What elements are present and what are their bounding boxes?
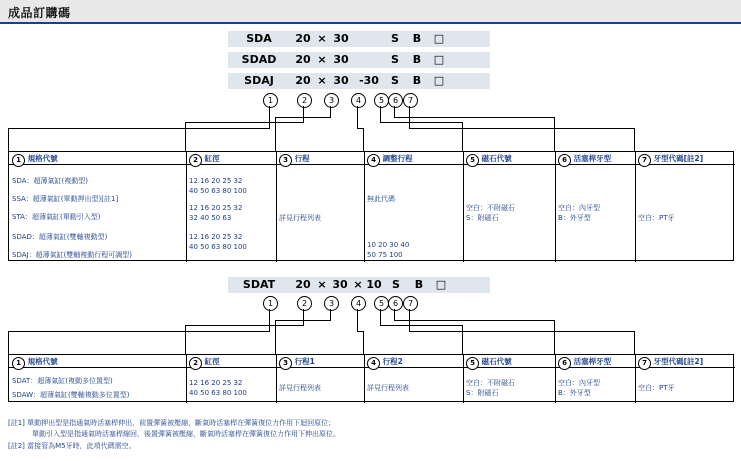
marker-6: 6	[388, 93, 403, 108]
code-threadtype-3: □	[433, 74, 445, 87]
table1-div-5	[555, 152, 556, 262]
connector2-h-7	[409, 331, 634, 332]
col5-line-1: 空白：不附磁石	[466, 204, 515, 212]
col3-num: 3	[279, 154, 292, 167]
code-bore-1: 20	[295, 32, 311, 45]
footnote-1: [註1] 單動押出型是指通氣時活塞桿伸出，前置彈簧被壓縮，斷氣時活塞桿在彈簧復位力作用下迴回原位；	[8, 419, 336, 427]
t2-col5-title: 磁石代號	[481, 357, 512, 366]
drop-1	[8, 128, 9, 151]
col3-line-1: 詳見行程列表	[279, 214, 321, 222]
code2-stroke1: 30	[332, 278, 348, 291]
t2-col4-header	[367, 356, 403, 369]
table2-div-5	[555, 355, 556, 403]
t2-col5-line-1: 空白：不附磁石	[466, 379, 515, 387]
code2-bore: 20	[295, 278, 311, 291]
col4-line-2: 10 20 30 40	[367, 241, 410, 249]
t2-col6-title: 活塞桿牙型	[573, 357, 612, 366]
t2-col2-num: 2	[189, 357, 202, 370]
col6-title: 活塞桿牙型	[573, 154, 612, 163]
code-thread-1: B	[412, 32, 422, 45]
code-stroke-1: 30	[333, 32, 349, 45]
t2-col1-line-2: SDAW：超薄氣缸(雙軸複動多位置型)	[12, 391, 130, 399]
t2-col7-header	[638, 356, 703, 369]
col1-line-5: SDAJ：超薄氣缸(雙軸複動行程可調型)	[12, 251, 133, 259]
page-title: 成品訂購碼	[8, 6, 71, 20]
marker-5: 5	[374, 93, 389, 108]
marker-4: 4	[351, 93, 366, 108]
col5-header	[466, 153, 512, 166]
t2-col6-line-2: B：外牙型	[558, 389, 591, 397]
col1-line-2: SSA：超薄氣缸(單動押出型)[註1]	[12, 195, 119, 203]
connector-h-2	[185, 122, 304, 123]
connector2-v-3	[330, 309, 331, 320]
connector2-h-6	[394, 320, 554, 321]
t2-col1-num: 1	[12, 357, 25, 370]
col4-num: 4	[367, 154, 380, 167]
connector-v-1	[269, 106, 270, 128]
col1-line-3: STA：超薄氣缸(單動引入型)	[12, 213, 101, 221]
t2-col4-title: 行程2	[382, 357, 403, 366]
connector-h-1	[8, 128, 270, 129]
connector2-v-6	[394, 309, 395, 320]
code-stroke-3: 30	[333, 74, 349, 87]
footnote-2: 單動引入型是指通氣時活塞桿縮回，後置彈簧被壓縮，斷氣時活塞桿在彈簧復位力作用下伸出原位。	[32, 430, 340, 438]
marker-1: 1	[263, 93, 278, 108]
t2-col2-line-2: 40 50 63 80 100	[189, 389, 247, 397]
drop-2	[185, 122, 186, 151]
marker2-1: 1	[263, 296, 278, 311]
code-magnet-2: S	[391, 53, 399, 66]
col7-title: 牙型代碼[註2]	[653, 154, 704, 163]
code-threadtype-2: □	[433, 53, 445, 66]
t2-col3-header	[279, 356, 315, 369]
connector2-v-5	[380, 309, 381, 325]
code-threadtype-1: □	[433, 32, 445, 45]
code-x-1: ×	[317, 32, 327, 45]
code-x-2: ×	[317, 53, 327, 66]
connector-h-7	[409, 128, 634, 129]
col5-line-2: S：附磁石	[466, 214, 499, 222]
col6-line-2: B：外牙型	[558, 214, 591, 222]
col3-header	[279, 153, 310, 166]
table1-div-6	[635, 152, 636, 262]
table2-div-1	[186, 355, 187, 403]
code2-threadtype: □	[435, 278, 447, 291]
table2-div-3	[364, 355, 365, 403]
col2-line-3: 12 16 20 25 32	[189, 204, 243, 212]
col2-line-2: 40 50 63 80 100	[189, 187, 247, 195]
col4-header	[367, 153, 413, 166]
table2-div-6	[635, 355, 636, 403]
col2-num: 2	[189, 154, 202, 167]
col7-num: 7	[638, 154, 651, 167]
connector-h-3	[275, 117, 331, 118]
code-magnet-1: S	[391, 32, 399, 45]
table2-div-4	[463, 355, 464, 403]
drop-7	[634, 128, 635, 151]
drop2-5	[462, 325, 463, 354]
drop2-3	[275, 320, 276, 354]
col4-line-3: 50 75 100	[367, 251, 403, 259]
connector-h-6	[394, 117, 554, 118]
order-code-row-3	[228, 73, 490, 89]
connector-v-5	[380, 106, 381, 122]
t2-col6-line-1: 空白：內牙型	[558, 379, 600, 387]
order-code-row-2	[228, 52, 490, 68]
t2-col2-line-1: 12 16 20 25 32	[189, 379, 243, 387]
col5-title: 磁石代號	[481, 154, 512, 163]
t2-col5-num: 5	[466, 357, 479, 370]
connector2-v-2	[303, 309, 304, 325]
drop-5	[462, 122, 463, 151]
drop2-7	[634, 331, 635, 354]
marker2-2: 2	[297, 296, 312, 311]
marker-3: 3	[324, 93, 339, 108]
drop2-1	[8, 331, 9, 354]
code2-thread: B	[414, 278, 424, 291]
col1-line-1: SDA：超薄氣缸(複動型)	[12, 177, 88, 185]
col3-title: 行程	[294, 154, 310, 163]
t2-col7-title: 牙型代碼[註2]	[653, 357, 704, 366]
col4-line-1: 無此代碼	[367, 195, 395, 203]
t2-col1-line-1: SDAT：超薄氣缸(複動多位置型)	[12, 377, 113, 385]
code2-spec: SDAT	[242, 278, 276, 291]
drop-3	[275, 117, 276, 151]
table1-div-1	[186, 152, 187, 262]
col2-line-1: 12 16 20 25 32	[189, 177, 243, 185]
connector-v-4	[357, 106, 358, 128]
connector2-h-2	[185, 325, 304, 326]
code-x-3: ×	[317, 74, 327, 87]
col7-header	[638, 153, 703, 166]
t2-col2-header	[189, 356, 220, 369]
connector2-h-1	[8, 331, 270, 332]
col1-title: 規格代號	[27, 154, 58, 163]
connector2-h-3	[275, 320, 331, 321]
col4-title: 調整行程	[382, 154, 413, 163]
t2-col2-title: 缸徑	[204, 357, 220, 366]
page-header	[0, 0, 741, 24]
code-adjust-3: -30	[359, 74, 379, 87]
code2-stroke2: 10	[366, 278, 382, 291]
code-bore-3: 20	[295, 74, 311, 87]
t2-col1-header	[12, 356, 58, 369]
connector2-v-1	[269, 309, 270, 331]
marker-7: 7	[403, 93, 418, 108]
col2-title: 缸徑	[204, 154, 220, 163]
col2-line-6: 40 50 63 80 100	[189, 243, 247, 251]
table1-div-3	[364, 152, 365, 262]
code-spec-3: SDAJ	[244, 74, 274, 87]
col6-num: 6	[558, 154, 571, 167]
marker2-4: 4	[351, 296, 366, 311]
col1-num: 1	[12, 154, 25, 167]
col6-header	[558, 153, 611, 166]
order-code-row-1	[228, 31, 490, 47]
col7-line-1: 空白：PT牙	[638, 214, 675, 222]
t2-col4-num: 4	[367, 357, 380, 370]
t2-col7-line-1: 空白：PT牙	[638, 384, 675, 392]
code2-magnet: S	[392, 278, 400, 291]
col5-num: 5	[466, 154, 479, 167]
connector-h-5	[380, 122, 462, 123]
marker-2: 2	[297, 93, 312, 108]
col1-line-4: SDAD：超薄氣缸(雙軸複動型)	[12, 233, 108, 241]
t2-col5-line-2: S：附磁石	[466, 389, 499, 397]
footnote-3: [註2] 當接管為M5牙時，此項代碼需空。	[8, 442, 136, 450]
t2-col4-line-1: 詳見行程列表	[367, 384, 409, 392]
connector2-h-5	[380, 325, 462, 326]
t2-col3-num: 3	[279, 357, 292, 370]
col6-line-1: 空白：內牙型	[558, 204, 600, 212]
code-magnet-3: S	[391, 74, 399, 87]
drop-4	[363, 128, 364, 151]
marker2-3: 3	[324, 296, 339, 311]
col2-line-5: 12 16 20 25 32	[189, 233, 243, 241]
drop2-6	[554, 320, 555, 354]
table2-div-2	[276, 355, 277, 403]
t2-col7-num: 7	[638, 357, 651, 370]
drop-6	[554, 117, 555, 151]
drop2-2	[185, 325, 186, 354]
t2-col3-line-1: 詳見行程列表	[279, 384, 321, 392]
code-spec-2: SDAD	[241, 53, 277, 66]
marker2-6: 6	[388, 296, 403, 311]
col1-header	[12, 153, 58, 166]
connector-v-3	[330, 106, 331, 117]
t2-col3-title: 行程1	[294, 357, 315, 366]
t2-col5-header	[466, 356, 512, 369]
table1-div-2	[276, 152, 277, 262]
marker2-5: 5	[374, 296, 389, 311]
connector2-v-4	[357, 309, 358, 331]
code-spec-1: SDA	[246, 32, 272, 45]
code-stroke-2: 30	[333, 53, 349, 66]
code2-x1: ×	[317, 278, 327, 291]
col2-line-4: 32 40 50 63	[189, 214, 232, 222]
t2-col6-num: 6	[558, 357, 571, 370]
t2-col1-title: 規格代號	[27, 357, 58, 366]
connector-v-6	[394, 106, 395, 117]
marker2-7: 7	[403, 296, 418, 311]
code-bore-2: 20	[295, 53, 311, 66]
code2-x2: ×	[353, 278, 363, 291]
table1-div-4	[463, 152, 464, 262]
order-code-row-4	[228, 277, 490, 293]
code-thread-3: B	[412, 74, 422, 87]
connector-v-2	[303, 106, 304, 122]
col2-header	[189, 153, 220, 166]
code-thread-2: B	[412, 53, 422, 66]
t2-col6-header	[558, 356, 611, 369]
drop2-4	[363, 331, 364, 354]
